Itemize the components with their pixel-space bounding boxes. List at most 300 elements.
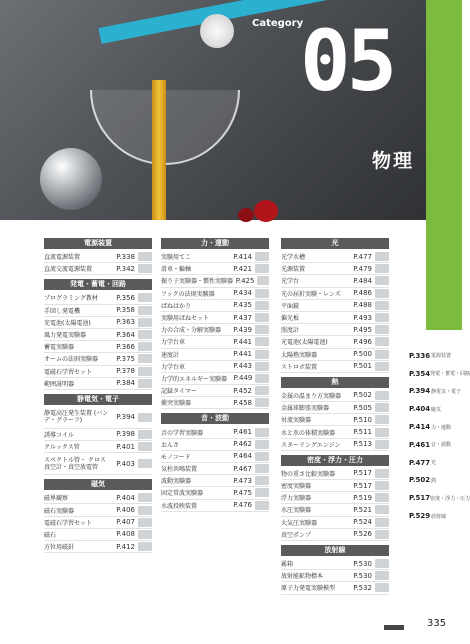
product-thumbnail (255, 398, 269, 407)
catalog-item[interactable] (281, 414, 389, 426)
catalog-item[interactable] (44, 529, 152, 541)
item-name: 放射能鉱物標本 (281, 573, 324, 581)
item-name: 力学台車 (161, 339, 186, 347)
category-label: Category (252, 18, 304, 29)
index-entry[interactable] (409, 400, 461, 418)
catalog-item[interactable] (44, 263, 152, 275)
catalog-item[interactable] (281, 480, 389, 492)
item-page: P.496 (353, 337, 372, 346)
apple-image-small (238, 208, 254, 222)
item-page: P.434 (233, 289, 252, 298)
catalog-item[interactable] (44, 317, 152, 329)
item-name: 光学台 (281, 278, 300, 286)
item-page: P.452 (233, 386, 252, 395)
item-page: P.412 (116, 542, 135, 551)
index-page: P.461 (409, 440, 431, 449)
index-page: P.529 (409, 512, 431, 521)
item-name: 振り子実験器・慣性実験器 (161, 278, 234, 286)
product-thumbnail (255, 313, 269, 322)
item-name: 磁石 (44, 531, 57, 539)
item-page: P.437 (233, 313, 252, 322)
item-page: P.363 (116, 318, 135, 327)
catalog-section (281, 545, 389, 595)
item-name: 光電池(太陽電池) (281, 339, 328, 347)
catalog-section (44, 279, 152, 390)
item-page: P.449 (233, 374, 253, 383)
index-page: P.517 (409, 494, 431, 503)
item-page: P.495 (353, 325, 372, 334)
catalog-item[interactable] (44, 429, 152, 441)
item-name: 光の屈折実験・レンズ (281, 290, 341, 298)
item-name: 磁界観察 (44, 495, 69, 503)
product-thumbnail (375, 505, 389, 514)
catalog-column-1 (44, 238, 152, 557)
item-page: P.398 (116, 430, 135, 439)
section-title: 磁気 (44, 479, 152, 490)
catalog-item[interactable] (161, 349, 269, 361)
item-page: P.510 (353, 415, 372, 424)
catalog-section (161, 238, 269, 409)
index-entry[interactable] (409, 507, 461, 525)
index-entry[interactable] (409, 347, 461, 365)
product-thumbnail (255, 252, 269, 261)
item-page: P.401 (116, 442, 135, 451)
catalog-item[interactable] (161, 426, 269, 438)
chapter-index (409, 347, 470, 525)
product-thumbnail (375, 264, 389, 273)
catalog-item[interactable] (281, 336, 389, 348)
catalog-item[interactable] (281, 300, 389, 312)
item-name: 方位用磁針 (44, 544, 75, 552)
item-page: P.505 (353, 403, 372, 412)
item-name: 偏光板 (281, 315, 300, 323)
product-thumbnail (255, 374, 269, 383)
product-thumbnail (138, 430, 152, 439)
product-thumbnail (138, 442, 152, 451)
item-page: P.462 (233, 440, 252, 449)
section-title: 音・波動 (161, 413, 269, 424)
item-name: モノコード (161, 453, 191, 461)
item-name: 音の学習実験器 (161, 429, 204, 437)
catalog-item[interactable] (161, 263, 269, 275)
item-name: 光源装置 (281, 266, 306, 274)
item-page: P.406 (116, 506, 135, 515)
item-name: 気柱共鳴装置 (161, 466, 198, 474)
product-thumbnail (375, 415, 389, 424)
item-name: 原子力発電実験模型 (281, 585, 336, 593)
item-name: 静電高圧発生装置 (バンデ・グラーフ) (44, 410, 109, 425)
item-name: プログラミング教材 (44, 295, 98, 303)
catalog-item[interactable] (281, 582, 389, 594)
catalog-item[interactable] (44, 517, 152, 529)
item-name: 対流実験器 (281, 417, 312, 425)
item-page: P.356 (116, 293, 135, 302)
catalog-item[interactable] (281, 349, 389, 361)
catalog-item[interactable] (161, 397, 269, 409)
catalog-section (44, 238, 152, 275)
item-name: 金属球膨張実験器 (281, 405, 330, 413)
item-name: 密度実験器 (281, 483, 312, 491)
index-entry[interactable] (409, 418, 461, 436)
section-title: 放射線 (281, 545, 389, 556)
item-name: 平面鏡 (281, 302, 300, 310)
item-page: P.384 (116, 379, 135, 388)
item-name: フックの法則実験器 (161, 290, 215, 298)
item-name: クルックス管 (44, 444, 80, 452)
index-page: P.394 (409, 387, 431, 396)
catalog-item[interactable] (281, 324, 389, 336)
catalog-item[interactable] (281, 361, 389, 373)
item-name: 浮力実験器 (281, 495, 312, 503)
brand-logo (384, 625, 404, 630)
catalog-column-2 (161, 238, 269, 516)
accent-tab (426, 0, 462, 330)
item-name: 範囲説明器 (44, 380, 75, 388)
index-label: 電源装置 (431, 353, 452, 360)
catalog-item[interactable] (44, 453, 152, 475)
item-name: 水と氷の体積実験器 (281, 429, 336, 437)
index-label: 密度・浮力・圧力 (430, 495, 470, 502)
item-name: 直流交流電源装置 (44, 266, 93, 274)
product-thumbnail (255, 362, 269, 371)
index-label: 熱 (431, 477, 437, 484)
product-thumbnail (138, 354, 152, 363)
item-name: 照度計 (281, 327, 300, 335)
item-name: 水圧実験器 (281, 507, 312, 515)
index-label: 力・運動 (431, 424, 452, 431)
item-page: P.486 (353, 289, 372, 298)
apple-image (254, 200, 278, 222)
catalog-item[interactable] (161, 336, 269, 348)
item-page: P.364 (116, 330, 135, 339)
catalog-item[interactable] (161, 451, 269, 463)
product-thumbnail (255, 440, 269, 449)
catalog-item[interactable] (281, 517, 389, 529)
product-thumbnail (375, 440, 389, 449)
product-thumbnail (138, 330, 152, 339)
product-thumbnail (255, 452, 269, 461)
item-page: P.502 (353, 391, 372, 400)
item-name: 実験用ばねセット (161, 315, 210, 323)
item-page: P.408 (116, 530, 135, 539)
item-page: P.338 (116, 252, 135, 261)
catalog-item[interactable] (161, 373, 269, 385)
item-name: 電磁石学習セット (44, 368, 93, 376)
item-page: P.404 (116, 493, 135, 502)
index-page: P.404 (409, 405, 431, 414)
item-name: 直流電源装置 (44, 254, 81, 262)
catalog-item[interactable] (161, 288, 269, 300)
item-page: P.500 (353, 350, 372, 359)
item-page: P.378 (116, 367, 135, 376)
catalog-item[interactable] (281, 439, 389, 451)
item-name: 太陽熱実験器 (281, 351, 318, 359)
item-name: 滑車・輪軸 (161, 266, 192, 274)
stand-pole-image (152, 80, 166, 220)
product-thumbnail (375, 493, 389, 502)
product-thumbnail (375, 583, 389, 592)
product-thumbnail (255, 350, 269, 359)
item-page: P.441 (233, 350, 252, 359)
item-name: 霧箱 (281, 561, 294, 569)
item-page: P.532 (353, 583, 372, 592)
item-name: 固定常波実験器 (161, 490, 204, 498)
product-thumbnail (375, 289, 389, 298)
product-thumbnail (138, 493, 152, 502)
item-name: 磁石実験器 (44, 507, 75, 515)
catalog-item[interactable] (44, 353, 152, 365)
index-label: 音・波動 (431, 442, 452, 449)
product-thumbnail (138, 530, 152, 539)
item-name: スペクトル管・ クロス真空計・真空放電管 (44, 456, 106, 471)
catalog-item[interactable] (281, 558, 389, 570)
item-name: 誘導コイル (44, 431, 74, 439)
catalog-item[interactable] (161, 312, 269, 324)
index-page: P.502 (409, 476, 431, 485)
item-name: 力の合成・分解実験器 (161, 327, 222, 335)
catalog-column-3 (281, 238, 389, 599)
catalog-item[interactable] (281, 504, 389, 516)
product-thumbnail (255, 289, 269, 298)
item-page: P.517 (353, 481, 372, 490)
catalog-item[interactable] (44, 504, 152, 516)
catalog-item[interactable] (281, 426, 389, 438)
product-thumbnail (255, 501, 269, 510)
section-title: 発電・蓄電・回路 (44, 279, 152, 290)
section-title: 熱 (281, 377, 389, 388)
catalog-item[interactable] (281, 468, 389, 480)
product-thumbnail (138, 506, 152, 515)
item-page: P.513 (353, 440, 372, 449)
catalog-item[interactable] (161, 275, 269, 287)
catalog-item[interactable] (281, 570, 389, 582)
item-page: P.439 (233, 325, 252, 334)
catalog-item[interactable] (281, 390, 389, 402)
item-page: P.493 (353, 313, 372, 322)
item-name: 光学水槽 (281, 254, 306, 262)
item-page: P.375 (116, 354, 135, 363)
catalog-item[interactable] (161, 463, 269, 475)
item-page: P.441 (233, 337, 252, 346)
catalog-item[interactable] (161, 361, 269, 373)
index-entry[interactable] (409, 436, 461, 454)
catalog-item[interactable] (161, 439, 269, 451)
product-thumbnail (375, 518, 389, 527)
index-label: 静電気・電子 (430, 388, 461, 395)
index-entry[interactable] (409, 454, 461, 472)
catalog-item[interactable] (44, 251, 152, 263)
item-page: P.464 (233, 452, 252, 461)
product-thumbnail (138, 379, 152, 388)
item-name: 波動実験器 (161, 478, 192, 486)
catalog-item[interactable] (44, 366, 152, 378)
catalog-item[interactable] (281, 263, 389, 275)
page-number: 335 (427, 618, 447, 629)
product-thumbnail (375, 428, 389, 437)
item-page: P.414 (233, 252, 252, 261)
index-entry[interactable] (409, 383, 461, 401)
product-thumbnail (375, 325, 389, 334)
product-thumbnail (138, 293, 152, 302)
product-thumbnail (375, 276, 389, 285)
item-name: オームの法則実験器 (44, 356, 99, 364)
product-thumbnail (138, 542, 152, 551)
product-thumbnail (255, 464, 269, 473)
item-page: P.519 (353, 493, 372, 502)
item-name: 実験用てこ (161, 254, 192, 262)
item-name: 風力発電実験器 (44, 332, 87, 340)
item-name: 充電池(太陽電池) (44, 319, 91, 327)
item-page: P.517 (353, 469, 372, 478)
item-name: 手回し発電機 (44, 307, 81, 315)
item-page: P.366 (116, 342, 135, 351)
item-page: P.524 (353, 518, 372, 527)
catalog-section (281, 377, 389, 451)
index-label: 光 (431, 460, 437, 467)
catalog-item[interactable] (44, 329, 152, 341)
hero-banner (0, 0, 426, 220)
product-thumbnail (138, 413, 152, 422)
product-thumbnail (255, 325, 269, 334)
catalog-item[interactable] (44, 407, 152, 429)
item-page: P.403 (116, 459, 135, 468)
catalog-item[interactable] (44, 378, 152, 390)
catalog-section (281, 455, 389, 541)
item-page: P.473 (233, 476, 252, 485)
index-page: P.354 (409, 369, 431, 378)
product-thumbnail (255, 386, 269, 395)
item-page: P.526 (353, 530, 372, 539)
product-thumbnail (138, 518, 152, 527)
category-number: 05 (300, 12, 394, 110)
item-page: P.458 (233, 398, 252, 407)
catalog-section (44, 394, 152, 475)
catalog-item[interactable] (281, 529, 389, 541)
item-page: P.443 (233, 362, 252, 371)
item-page: P.484 (353, 276, 372, 285)
index-page: P.336 (409, 351, 431, 360)
index-label: 放射線 (431, 513, 447, 520)
item-name: 金属の温まり方実験器 (281, 392, 342, 400)
product-thumbnail (138, 264, 152, 273)
item-name: 衝突実験器 (161, 400, 192, 408)
catalog-item[interactable] (281, 275, 389, 287)
catalog-section (281, 238, 389, 373)
catalog-section (161, 413, 269, 511)
product-thumbnail (257, 276, 269, 285)
item-page: P.435 (233, 301, 252, 310)
section-title: 光 (281, 238, 389, 249)
item-page: P.475 (233, 488, 252, 497)
catalog-item[interactable] (281, 312, 389, 324)
catalog-item[interactable] (161, 475, 269, 487)
item-name: 電磁石学習セット (44, 519, 93, 527)
catalog-item[interactable] (161, 324, 269, 336)
catalog-item[interactable] (161, 500, 269, 512)
item-name: スターリングエンジン (281, 441, 341, 449)
product-thumbnail (375, 313, 389, 322)
index-page: P.414 (409, 423, 431, 432)
index-entry[interactable] (409, 489, 470, 507)
metal-sphere-image (40, 148, 102, 210)
catalog-item[interactable] (44, 492, 152, 504)
catalog-item[interactable] (161, 251, 269, 263)
item-page: P.488 (353, 301, 372, 310)
section-title: 電源装置 (44, 238, 152, 249)
section-title: 密度・浮力・圧力 (281, 455, 389, 466)
product-thumbnail (138, 367, 152, 376)
item-page: P.521 (353, 505, 372, 514)
catalog-item[interactable] (161, 300, 269, 312)
product-thumbnail (255, 337, 269, 346)
product-thumbnail (375, 571, 389, 580)
item-page: P.530 (353, 559, 372, 568)
catalog-item[interactable] (44, 305, 152, 317)
pulley-image (200, 14, 234, 48)
product-thumbnail (375, 391, 389, 400)
catalog-section (44, 479, 152, 553)
item-name: 大気圧実験器 (281, 519, 318, 527)
index-label: 発電・蓄電・回路 (430, 371, 470, 378)
index-entry[interactable] (409, 472, 461, 490)
product-thumbnail (255, 428, 269, 437)
product-thumbnail (375, 362, 389, 371)
item-name: 速度計 (161, 351, 180, 359)
item-page: P.501 (353, 362, 372, 371)
section-title: 静電気・電子 (44, 394, 152, 405)
item-name: 蓄電実験器 (44, 344, 75, 352)
item-page: P.511 (353, 428, 372, 437)
item-page: P.530 (353, 571, 372, 580)
item-page: P.421 (233, 264, 252, 273)
index-entry[interactable] (409, 365, 470, 383)
item-name: ばねはかり (161, 302, 192, 310)
product-thumbnail (375, 252, 389, 261)
product-thumbnail (375, 337, 389, 346)
catalog-item[interactable] (44, 341, 152, 353)
item-page: P.407 (116, 518, 135, 527)
product-thumbnail (375, 469, 389, 478)
product-thumbnail (255, 264, 269, 273)
section-title: 力・運動 (161, 238, 269, 249)
item-page: P.461 (233, 428, 252, 437)
index-page: P.477 (409, 458, 431, 467)
catalog-item[interactable] (44, 541, 152, 553)
item-name: 物の重さ比較実験器 (281, 470, 336, 478)
product-thumbnail (375, 530, 389, 539)
catalog-item[interactable] (281, 251, 389, 263)
item-page: P.342 (116, 264, 135, 273)
catalog-item[interactable] (281, 492, 389, 504)
catalog-item[interactable] (281, 402, 389, 414)
product-thumbnail (255, 301, 269, 310)
item-page: P.479 (353, 264, 372, 273)
catalog-item[interactable] (44, 441, 152, 453)
product-thumbnail (375, 403, 389, 412)
catalog-item[interactable] (44, 292, 152, 304)
product-thumbnail (138, 252, 152, 261)
product-thumbnail (255, 488, 269, 497)
catalog-item[interactable] (161, 487, 269, 499)
item-page: P.476 (233, 501, 252, 510)
item-page: P.358 (116, 306, 135, 315)
product-thumbnail (375, 350, 389, 359)
catalog-item[interactable] (281, 288, 389, 300)
catalog-item[interactable] (161, 385, 269, 397)
product-thumbnail (138, 342, 152, 351)
product-thumbnail (138, 306, 152, 315)
product-thumbnail (375, 559, 389, 568)
